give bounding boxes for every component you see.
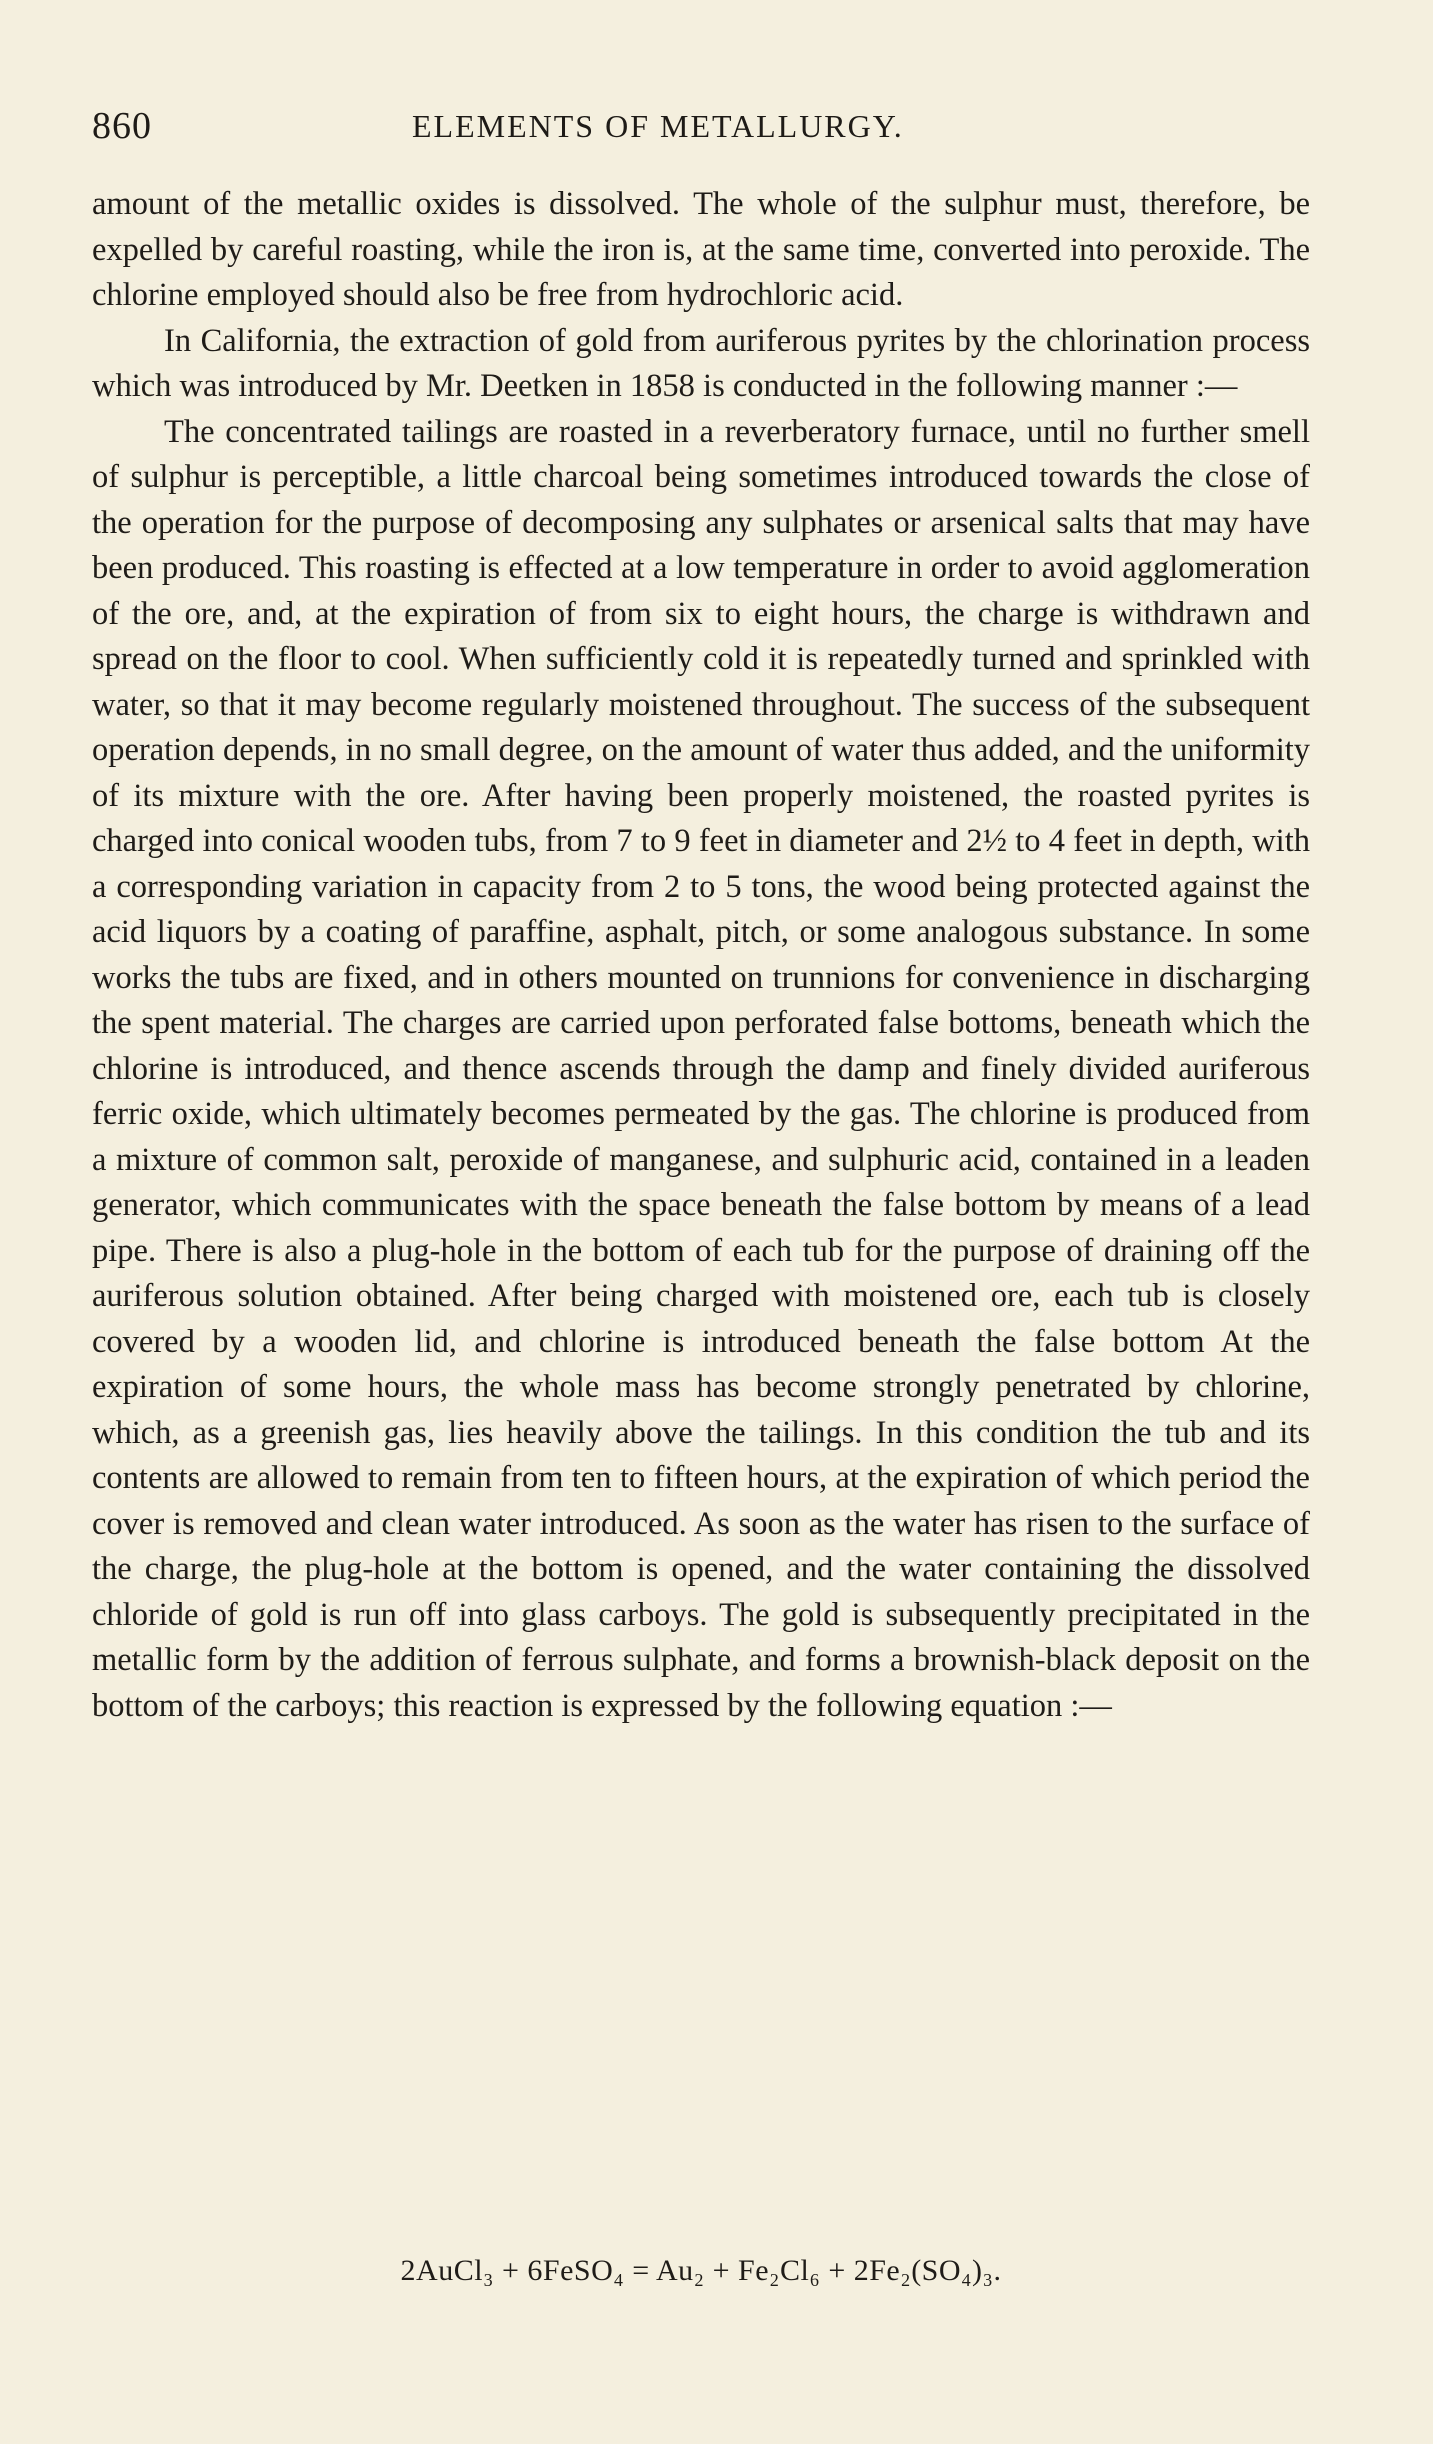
page-header [92,104,1312,154]
paragraph-california: In California, the extraction of gold from auriferous pyrites by the chlorination process which was introduced by Mr. Deetken in 1858 is conducted in the following manner :— [92,322,1310,404]
chemical-equation: 2AuCl₃ + 6FeSO₄ = Au₂ + Fe₂Cl₆ + 2Fe₂(SO₄)₃. [400,2254,1002,2287]
paragraph-continued: amount of the metallic oxides is dissolved. The whole of the sulphur must, therefore, be expelled by careful roasting, while the iron is, at the same time, converted into peroxide. The chlorine employed should also be free from hydrochloric acid. [92,186,1310,313]
page-number: 860 [92,105,152,147]
paragraph-process: The concentrated tailings are roasted in a reverberatory furnace, until no further smell of sulphur is perceptible, a little charcoal being sometimes introduced towards the close of the operation for the purpose of decomposing any sulphates or arsenical salts that may have been produced. This roasting is effected at a low temperature in order to avoid agglomeration of the ore, and, at the expiration of from six to eight hours, the charge is withdrawn and spread on the floor to cool. When sufficiently cold it is repeatedly turned and sprinkled with water, so that it may become regularly moistened throughout. The success of the subsequent operation depends, in no small degree, on the amount of water thus added, and the uniformity of its mixture with the ore. After having been properly moistened, the roasted pyrites is charged into conical wooden tubs, from 7 to 9 feet in diameter and 2½ to 4 feet in depth, with a corresponding variation in capacity from 2 to 5 tons, the wood being protected against the acid liquors by a coating of paraffine, asphalt, pitch, or some analogous substance. In some works the tubs are fixed, and in others mounted on trunnions for convenience in discharging the spent material. The charges are carried upon perforated false bottoms, beneath which the chlorine is introduced, and thence ascends through the damp and finely divided auriferous ferric oxide, which ultimately becomes permeated by the gas. The chlorine is produced from a mixture of common salt, peroxide of manganese, and sulphuric acid, contained in a leaden generator, which communicates with the space beneath the false bottom by means of a lead pipe. There is also a plug-hole in the bottom of each tub for the purpose of draining off the auriferous solution obtained. After being charged with moistened ore, each tub is closely covered by a wooden lid, and chlorine is introduced beneath the false bottom At the expiration of some hours, the whole mass has become strongly penetrated by chlorine, which, as a greenish gas, lies heavily above the tailings. In this condition the tub and its contents are allowed to remain from ten to fifteen hours, at the expiration of which period the cover is removed and clean water introduced. As soon as the water has risen to the surface of the charge, the plug-hole at the bottom is opened, and the water containing the dissolved chloride of gold is run off into glass carboys. The gold is subsequently precipitated in the metallic form by the addition of ferrous sulphate, and forms a brownish-black deposit on the bottom of the carboys; this reaction is expressed by the following equation :— [92,413,1310,1724]
running-title: ELEMENTS OF METALLURGY. [412,108,904,144]
body-text [92,182,1310,1729]
